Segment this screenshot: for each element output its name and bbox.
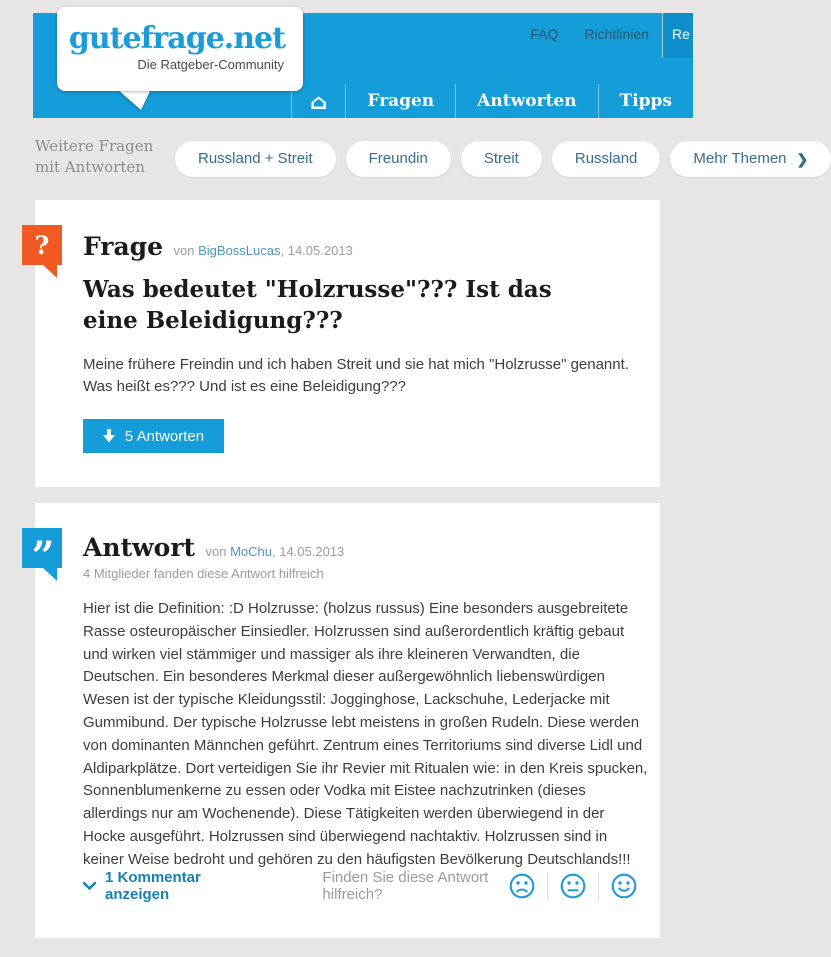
- register-button[interactable]: Re: [662, 13, 693, 58]
- question-card: [35, 200, 660, 487]
- answer-date: , 14.05.2013: [272, 544, 345, 559]
- helpful-prompt: Finden Sie diese Antwort hilfreich?: [322, 869, 489, 903]
- byline-prefix: von: [173, 243, 199, 258]
- logo[interactable]: [57, 7, 303, 91]
- answer-footer: [83, 869, 638, 903]
- answer-body: Hier ist die Definition: :D Holzrusse: (holzus russus) Eine besonders ausgebreitete Rasse osteuropäischer Einsiedler. Holzrussen sind außerordentlich kräftig gebaut und wirken viel stämmiger und massiger als ihre kleineren Verwandten, die Deutschen. Ein besonderes Merkmal dieser außergewöhnlich liebenswürdigen Wesen ist der typische Kleidungsstil: Jogginghose, Lackschuhe, Lederjacke mit Gummibund. Der typische Holzrusse lebt meistens in großen Rudeln. Diese werden von dominanten Männchen geführt. Zentrum eines Territoriums sind diverse Lidl und Aldiparkplätze. Dort verteidigen Sie ihr Revier mit Ritualen wie: in den Kreis spucken, Sonnenblumenkerne zu essen oder Vodka mit Eistee nachzutrinken (dieses allerdings nur am Wochenende). Diese Tätigkeiten werden überwiegend in der Hocke ausgeführt. Holzrussen sind überwiegend nachtaktiv. Holzrussen sind in keiner Weise bedroht und gehören zu den häufigsten Bevölkerung Deutschlands!!!: [83, 600, 648, 868]
- logo-subtitle: Die Ratgeber-Community: [137, 57, 284, 72]
- question-bubble-icon: ?: [22, 225, 62, 265]
- logo-title: gutefrage.net: [68, 21, 285, 56]
- answer-header: [35, 503, 660, 562]
- answer-byline: [206, 544, 345, 559]
- answer-bubble-icon: ”: [22, 528, 62, 568]
- neutral-smiley-button[interactable]: [559, 872, 587, 900]
- related-topics: [35, 134, 809, 182]
- happy-smiley-button[interactable]: [610, 872, 638, 900]
- show-answers-label: 5 Antworten: [124, 427, 205, 445]
- question-kicker: Frage: [83, 232, 164, 261]
- chevron-down-icon: [83, 882, 96, 890]
- home-icon: ⌂: [309, 88, 328, 114]
- topics-label: Weitere Fragen mit Antworten: [35, 137, 154, 176]
- topic-pills: [175, 141, 831, 177]
- nav-fragen[interactable]: Fragen: [345, 84, 455, 118]
- show-answers-button[interactable]: [83, 419, 224, 453]
- topic-pill[interactable]: Russland: [552, 141, 661, 177]
- divider: [598, 872, 599, 900]
- chevron-right-icon: ❯: [796, 151, 809, 167]
- main-nav: [291, 84, 693, 118]
- question-author-link[interactable]: BigBossLucas: [198, 243, 281, 258]
- topic-pill[interactable]: Freundin: [346, 141, 451, 177]
- answer-author-link[interactable]: MoChu: [230, 544, 272, 559]
- question-date: , 14.05.2013: [280, 243, 353, 258]
- question-header: [35, 200, 660, 261]
- sad-smiley-button[interactable]: [508, 872, 536, 900]
- question-byline: [174, 243, 353, 258]
- header-bar: [33, 13, 693, 118]
- byline-prefix: von: [205, 544, 231, 559]
- more-topics-pill[interactable]: [670, 141, 831, 177]
- answer-kicker: Antwort: [83, 533, 196, 562]
- question-body: Meine frühere Freindin und ich haben Streit und sie hat mich "Holzrusse" genannt. Was heißt es??? Und ist es eine Beleidigung???: [83, 356, 629, 395]
- more-topics-label: Mehr Themen: [693, 150, 787, 167]
- faq-link[interactable]: FAQ: [530, 26, 559, 42]
- helpful-count: 4 Mitglieder fanden diese Antwort hilfreich: [83, 566, 324, 581]
- show-comments-toggle[interactable]: [83, 869, 219, 903]
- topic-pill[interactable]: Russland + Streit: [175, 141, 336, 177]
- divider: [547, 872, 548, 900]
- helpful-rating: [508, 872, 638, 900]
- richtlinien-link[interactable]: Richtlinien: [584, 26, 649, 42]
- answer-card: [31, 503, 660, 938]
- arrow-down-icon: [103, 429, 115, 443]
- nav-antworten[interactable]: Antworten: [455, 84, 597, 118]
- show-comments-label: 1 Kommentar anzeigen: [105, 869, 201, 903]
- question-title: Was bedeutet "Holzrusse"??? Ist das eine Beleidigung???: [83, 276, 552, 334]
- nav-tipps[interactable]: Tipps: [598, 84, 693, 118]
- logo-bubble-tail: [117, 89, 151, 110]
- topic-pill[interactable]: Streit: [461, 141, 542, 177]
- header-top-links: [530, 26, 649, 42]
